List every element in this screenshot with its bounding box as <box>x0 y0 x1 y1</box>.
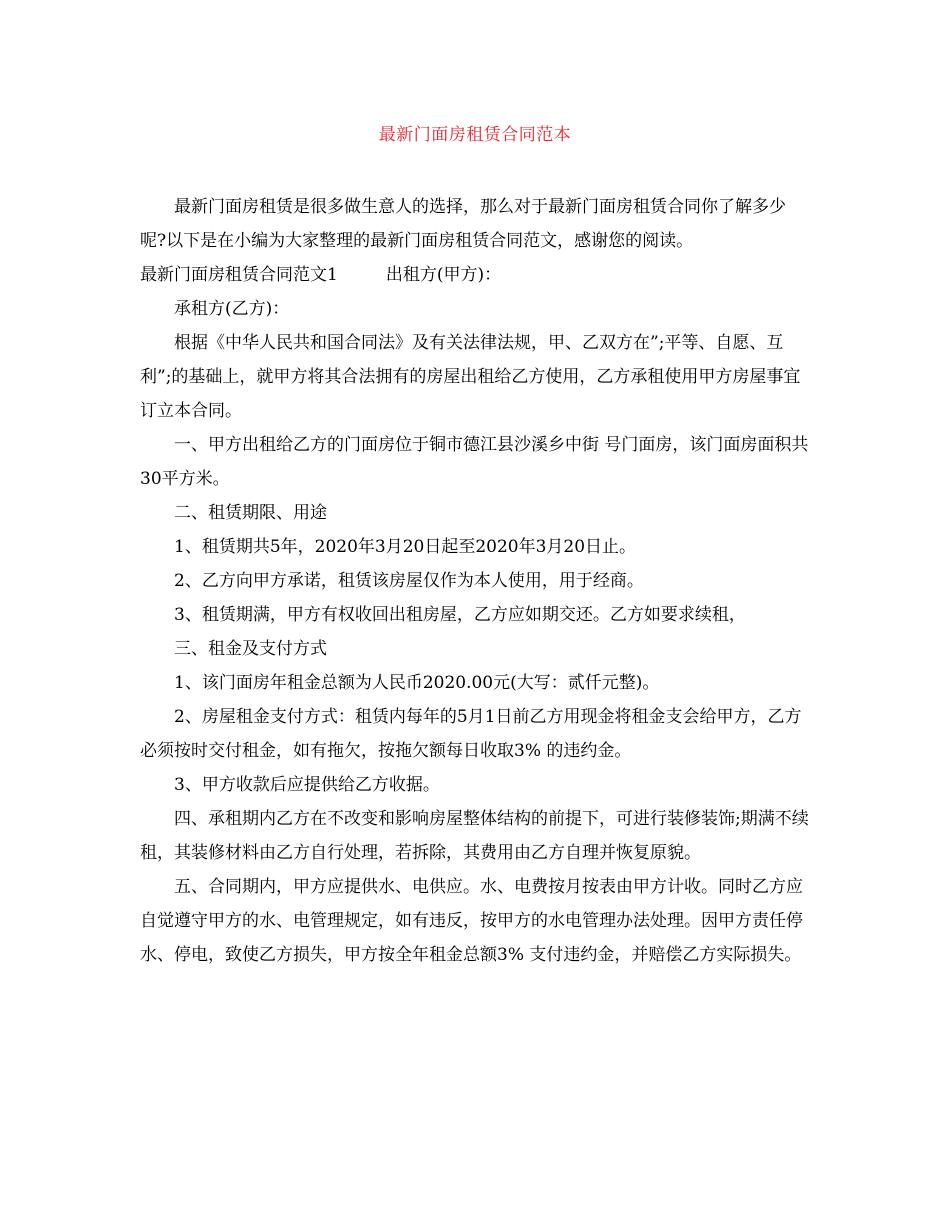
intro-paragraph: 最新门面房租赁是很多做生意人的选择，那么对于最新门面房租赁合同你了解多少呢?以下是在小编为大家整理的最新门面房租赁合同范文，感谢您的阅读。 <box>140 197 786 251</box>
clause-1-paragraph: 一、甲方出租给乙方的门面房位于铜市德江县沙溪乡中街 号门面房，该门面房面积共30平方米。 <box>140 435 809 489</box>
clause-2-heading: 二、租赁期限、用途 <box>174 503 327 523</box>
clause-3-item-1: 1、该门面房年租金总额为人民币2020.00元(大写：贰仟元整)。 <box>174 673 660 693</box>
clause-3-heading: 三、租金及支付方式 <box>174 639 327 659</box>
section-heading: 最新门面房租赁合同范文1 <box>140 265 338 285</box>
clause-3-item-2: 2、房屋租金支付方式：租赁内每年的5月1日前乙方用现金将租金支会给甲方，乙方必须按时交付租金，如有拖欠，按拖欠额每日收取3% 的违约金。 <box>140 707 802 761</box>
document-page <box>140 0 810 1230</box>
clause-3-item-3: 3、甲方收款后应提供给乙方收据。 <box>174 775 440 795</box>
lessee-label: 承租方(乙方)： <box>174 299 290 319</box>
clause-2-item-2: 2、乙方向甲方承诺，租赁该房屋仅作为本人使用，用于经商。 <box>174 571 644 591</box>
preamble-paragraph: 根据《中华人民共和国合同法》及有关法律法规，甲、乙双方在”;平等、自愿、互利”;的基础上，就甲方将其合法拥有的房屋出租给乙方使用，乙方承租使用甲方房屋事宜订立本合同。 <box>140 333 801 421</box>
lessor-label: 出租方(甲方)： <box>385 265 502 285</box>
clause-2-item-1: 1、租赁期共5年，2020年3月20日起至2020年3月20日止。 <box>174 537 637 557</box>
clause-2-item-3: 3、租赁期满，甲方有权收回出租房屋，乙方应如期交还。乙方如要求续租， <box>174 605 746 625</box>
clause-5-paragraph: 五、合同期内，甲方应提供水、电供应。水、电费按月按表由甲方计收。同时乙方应自觉遵守甲方的水、电管理规定，如有违反，按甲方的水电管理办法处理。因甲方责任停水、停电，致使乙方损失，甲方按全年租金总额3% 支付违约金，并赔偿乙方实际损失。 <box>140 877 803 965</box>
section-heading-line <box>140 258 810 292</box>
clause-4-paragraph: 四、承租期内乙方在不改变和影响房屋整体结构的前提下，可进行装修装饰;期满不续租，其装修材料由乙方自行处理，若拆除，其费用由乙方自理并恢复原貌。 <box>140 809 809 863</box>
document-body <box>140 190 810 972</box>
document-title: 最新门面房租赁合同范本 <box>378 125 572 145</box>
